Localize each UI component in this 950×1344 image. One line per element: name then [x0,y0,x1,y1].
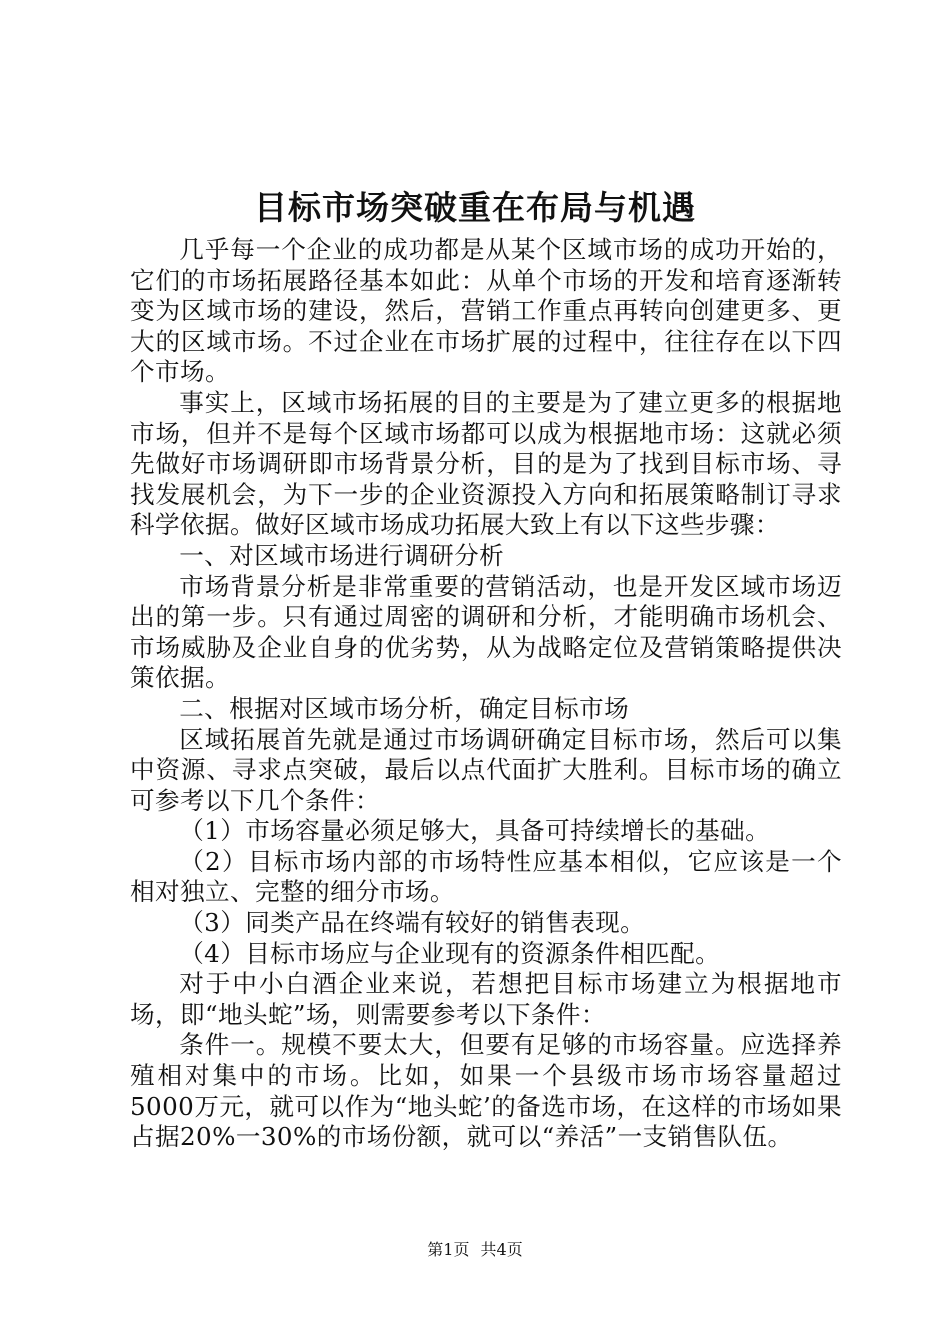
list-item: （1）市场容量必须足够大，具备可持续增长的基础。 [179,816,771,846]
list-item: （2）目标市场内部的市场特性应基本相似，它应该是一个相对独立、完整的细分市场。 [130,846,842,907]
section-heading: 一、对区域市场进行调研分析 [179,540,505,570]
document-title: 目标市场突破重在布局与机遇 [254,188,696,227]
section-heading: 二、根据对区域市场分析，确定目标市场 [179,693,630,723]
page-total: 共4页 [480,1240,523,1259]
page-footer [0,1239,950,1261]
paragraph: 几乎每一个企业的成功都是从某个区域市场的成功开始的，它们的市场拓展路径基本如此：从单个市场的开发和培育逐渐转变为区域市场的建设，然后，营销工作重点再转向创建更多、更大的区域市场。不过企业在市场扩展的过程中，往往存在以下四个市场。 [130,235,842,387]
paragraph: 对于中小白酒企业来说，若想把目标市场建立为根据地市场，即“地头蛇”场，则需要参考以下条件： [130,969,842,1029]
paragraph: 区域拓展首先就是通过市场调研确定目标市场，然后可以集中资源、寻求点突破，最后以点代面扩大胜利。目标市场的确立可参考以下几个条件： [130,724,842,815]
list-item: （3）同类产品在终端有较好的销售表现。 [179,908,646,938]
page-number: 第1页 [427,1240,470,1259]
paragraph: 条件一。规模不要太大，但要有足够的市场容量。应选择养殖相对集中的市场。比如，如果一个县级市场市场容量超过5000万元，就可以作为“地头蛇’的备选市场，在这样的市场如果占据20%一30%的市场份额，就可以“养活”一支销售队伍。 [130,1030,842,1152]
document-body [130,235,842,1153]
paragraph: 市场背景分析是非常重要的营销活动，也是开发区域市场迈出的第一步。只有通过周密的调研和分析，才能明确市场机会、市场威胁及企业自身的优劣势，从为战略定位及营销策略提供决策依据。 [130,571,842,693]
paragraph: 事实上，区域市场拓展的目的主要是为了建立更多的根据地市场，但并不是每个区域市场都可以成为根据地市场：这就必须先做好市场调研即市场背景分析，目的是为了找到目标市场、寻找发展机会，为下一步的企业资源投入方向和拓展策略制订寻求科学依据。做好区域市场成功拓展大致上有以下这些步骤： [130,387,842,540]
list-item: （4）目标市场应与企业现有的资源条件相匹配。 [179,938,721,968]
